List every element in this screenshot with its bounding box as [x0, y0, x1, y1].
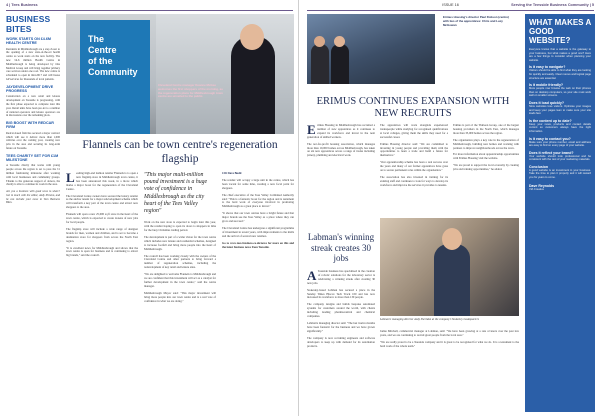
pull-quote-credit: Cllr Dave Budd: [222, 172, 242, 175]
person-figure: [331, 44, 349, 84]
box-section-heading: Is it mobile friendly?: [529, 83, 564, 88]
article-paragraph: The not-for-profit housing association, which manages more than 10,000 homes across Middlesbrough, has taken on six new apprentices across a range of trades including joinery, plumbing and electrical work.: [307, 141, 375, 158]
box-section-body: Make sure your phone number, email and address are easy to find on every page of your website.: [529, 140, 591, 148]
article-paragraph: Labman's managing director said: "The last twelve months have been fantastic for the business and we have grown significantly.": [307, 320, 375, 333]
article-paragraph: Leading high-end fashion retailer Flannels is to open a new flagship store in Middlesbrough town centre, it has been announced this week, in a move which marks a major boost for the regeneration of the Cleveland Centre.: [66, 172, 138, 191]
right-page: [301, 0, 600, 416]
sidebar-item-heading: WORK STARTS ON £4.6M HEALTH CENTRE: [6, 37, 52, 46]
box-author: Dave Reynolds: [529, 183, 555, 188]
box-section-heading: Does it reflect your brand?: [529, 150, 574, 155]
article-column-2: [144, 172, 216, 412]
article-paragraph: "We are delighted to welcome Flannels to Middlesbrough and we are confident that this investment will act as a catalyst for further development in the town centre," said the centre manager.: [144, 272, 216, 288]
article-paragraph: Jamie Mitchell, commercial manager at Labman, said: "We have been growing at a rate of knots over the past few years, and we are continuing to recruit great people from the local area.": [380, 330, 519, 337]
article-paragraph: The retailer will occupy a large unit in the centre, which has been vacant for some time, creating a new focal point for shoppers.: [222, 177, 294, 190]
box-author-company: VIA Creative: [529, 187, 544, 191]
person-figure: [311, 44, 329, 84]
article-paragraph: Stokesley-based Labman has secured a place in the Sunday Times Hiscox Tech Track 100 and has now increased its workforce to more than 130 people.: [307, 287, 375, 300]
box-intro: Everyone knows that a website is the gateway to your business, but what makes a good one? Here are a few things to consider when planning your website.: [529, 48, 591, 62]
person-face: [334, 36, 345, 47]
box-section-body: Slow websites lose visitors. Optimise your images and keep your pages lean to make sure your site loads fast.: [529, 104, 591, 116]
labman-column-1: [307, 270, 375, 412]
article-paragraph: The association has also invested in training for its existing staff and continues to look for ways to develop its workforce and improve the services it provides to tenants.: [380, 174, 448, 187]
article-paragraph: The development is part of a wider vision for the town centre which includes new leisure and residential schemes, designed to increase footfall and bring more people into the heart of Middlesbrough.: [144, 234, 216, 251]
centre-photo: [66, 14, 294, 134]
box-section-heading: Conclusion: [529, 164, 549, 169]
centre-sign: [80, 20, 150, 134]
pull-quote: "This major multi-million pound investment is a huge vote of confidence in Middlesbrough as the city heart of the Tees Valley region": [144, 172, 208, 215]
article-paragraph: Erimus Housing in Middlesbrough has recruited a number of new apprentices as it continues to expand its workforce and invest in the next generation of skilled workers.: [307, 124, 375, 139]
box-section-body: Visitors should be able to find what they are looking for quickly and easily. Clear menus and logical page structure are essential.: [529, 69, 591, 80]
article-paragraph: ATeesside business has specialised in the creation of robotic solutions for the laboratory sector is celebrating a winning streak after creating 30 new jobs.: [307, 270, 375, 285]
sidebar-item-body: A Teesside charity that works with young people across the region is set to pass the £1 million fundraising milestone after working with local businesses and community groups. Thanks to the generous support of donors, the charity is able to continue its work in the area.: [6, 164, 60, 187]
labman-photo: [380, 218, 519, 316]
erimus-photo: [307, 14, 435, 84]
business-bites-sidebar: [6, 14, 60, 412]
sidebar-item-body: Residents in Middlesbrough are a step closer to the opening of a new state-of-the-art health centre as work starts on the new facility. The new £4.6 million Health Centre in Middlesbrough is being developed by One Medical Group and will bring together primary care services under one roof. The new centre is scheduled to open in mid-2017 and will house GP services for thousands of local patients.: [6, 47, 60, 81]
article-paragraph: Work on the new store is expected to begin later this year, with the retailer hoping to open its doors to shoppers in time for the busy Christmas trading period.: [144, 220, 216, 233]
box-section-heading: Does it load quickly?: [529, 100, 565, 105]
header-rule: [307, 10, 594, 11]
erimus-headline: ERIMUS CONTINUES EXPANSION WITH NEW RECRUITS: [316, 96, 510, 119]
erimus-column-3: [453, 124, 519, 212]
sidebar-title: BUSINESS BITES: [6, 14, 51, 34]
header-rule: [6, 10, 293, 11]
article-paragraph: The Cleveland Centre has undergone a significant programme of investment in recent years, with improvements to the malls and the arrival of several new retailers.: [222, 225, 294, 238]
sidebar-item-body: Construction on a new retail and leisure development on Teesside is progressing, with the first phase expected to complete later this year. Retail units have been pre-let to a number of national operators and leisure operators are in discussions over the remaining plots.: [6, 95, 60, 118]
article-paragraph: The organisation plays a key role in the regeneration of Middlesbrough, building new homes and working with partners to improve neighbourhoods across the town.: [453, 137, 519, 150]
sidebar-item-heading: TEES CHARITY SET FOR £1M MILESTONE: [6, 153, 59, 163]
left-page: [0, 0, 299, 416]
sign-line: The: [88, 34, 105, 44]
sign-line: of the: [88, 56, 113, 66]
box-section-body: Your website should look professional and be consistent with the rest of your marketing materials.: [529, 154, 591, 162]
article-headline: Flannels can be town centre's regeneration flagship: [82, 139, 278, 165]
box-section-heading: Is it easy to navigate?: [529, 65, 566, 70]
article-paragraph: Erimus is part of the Thirteen Group, one of the largest housing providers in the North East, which manages more than 33,000 homes across the region.: [453, 124, 519, 135]
sign-line: Centre: [88, 45, 117, 55]
article-paragraph: "We are proud to support the local economy by creating jobs and training opportunities," he added.: [453, 163, 519, 172]
article-paragraph: The chief executive of the Tees Valley Combined Authority said: "This is a fantastic boost for the region and is testament to the hard work of everyone involved in promoting Middlesbrough as a great place to invest.": [222, 192, 294, 209]
article-paragraph: "It shows that our town centres have a bright future and that major brands see the Tees Valley as a place where they can grow and succeed.": [222, 211, 294, 224]
photo-caption: Cleveland Centre manager Deanne McGee welcomes the first shoppers of the morning, as the regeneration plans for Middlesbrough town centre are unveiled to the public.: [158, 83, 223, 99]
article-paragraph: "Our apprenticeship scheme has been a real success over the years and many of our former apprentices have gone on to secure permanent roles within the organisation.": [380, 160, 448, 173]
article-paragraph: For more information about apprenticeship opportunities with Erimus Housing visit the website.: [453, 152, 519, 161]
labman-headline: Labman's winning streak creates 30 jobs: [307, 232, 375, 263]
person-figure: [231, 36, 275, 134]
article-paragraph: The Cleveland Centre owners have secured the luxury retailer as the anchor tenant for a major redevelopment scheme which will transform a key part of the town centre and attract new shoppers to the area.: [66, 193, 138, 210]
sign-line: Community: [88, 67, 138, 77]
article-paragraph: "It is excellent news for Middlesbrough and shows that the town centre is open for business and is continuing to attract big brands," said the council.: [66, 245, 138, 258]
box-title: WHAT MAKES A GOOD WEBSITE?: [529, 18, 591, 45]
article-column-1: [66, 172, 138, 412]
article-paragraph: The company is now recruiting engineers and software developers to keep up with demand for its automation products.: [307, 335, 375, 348]
article-paragraph: Flannels will open a new 25,000 sq ft store in the heart of the town centre, which is expected to create dozens of new jobs for local people.: [66, 212, 138, 224]
person-face: [314, 36, 325, 47]
labman-photo-caption: Labman's managing director Andy Sheridan at the company's Stokesley headquarters: [380, 317, 479, 321]
article-paragraph: Go to www.tees-business.co.uk/news for more on this and the latest business news from Teesside.: [222, 240, 294, 249]
erimus-column-2: [380, 124, 448, 212]
sidebar-item-heading: BIG BOOST WITH REDCAR FIRM: [6, 121, 54, 130]
article-paragraph: The apprentices will work alongside experienced tradespeople while studying for recognised qualifications at local colleges, giving them the skills they need for a successful career.: [380, 124, 448, 139]
sidebar-item-body: Redcar-based firm has secured a major contract which will see it deliver more than 1,000 vehicles over the coming year, creating new jobs in the area and securing its long-term future on Teesside.: [6, 131, 60, 150]
box-section-body: Keep your news, products and contact details current so customers always have the right information.: [529, 122, 591, 133]
erimus-photo-caption: Erimus Housing's director Paul Dobson (centre) with two of the apprentices: Chris and Lucy McGowan: [443, 15, 509, 27]
person-figure: [434, 244, 470, 316]
person-face: [240, 24, 264, 50]
box-section-body: More people now browse the web on their phones than on desktop computers, so your site must work well on smaller screens.: [529, 87, 591, 98]
page-label-left: 4 | Tees Business: [6, 3, 38, 7]
article-paragraph: Middlesbrough Mayor said: "This major investment will bring more people into our town centre and is a real vote of confidence in what we are doing.": [144, 290, 216, 303]
erimus-column-1: [307, 124, 375, 190]
article-column-3: [222, 172, 294, 412]
article-paragraph: The flagship store will include a wide range of designer brands for men, women and children, and is set to become a destination store for shoppers from across the North East region.: [66, 226, 138, 243]
box-section-heading: Is it easy to contact you?: [529, 136, 571, 141]
person-face: [442, 228, 462, 250]
page-label-right: Serving the Teesside Business Community | 5: [511, 3, 594, 7]
article-paragraph: The company designs and builds bespoke automated systems for customers around the world, with clients including leading pharmaceutical and chemical companies.: [307, 302, 375, 319]
sidebar-item-heading: JAYDEVELOPMENT DRIVE PROGRESS: [6, 84, 54, 94]
article-paragraph: Erimus Housing director said: "We are committed to investing in young people and providing them with the opportunities to learn a trade and build a future for themselves.": [380, 141, 448, 158]
issue-label: ISSUE 16: [442, 3, 459, 7]
labman-column-2: [380, 330, 519, 412]
article-paragraph: The council has been working closely with the owners of the Cleveland Centre and other partners to bring forward a number of regeneration schemes, including the redevelopment of key retail and leisure sites.: [144, 253, 216, 270]
website-tips-box: [525, 14, 595, 412]
box-section-heading: Is the content up to date?: [529, 118, 572, 123]
box-section-body: A good website is an investment in your business. Take the time to plan it properly and it will reward you for years to come.: [529, 168, 591, 180]
article-paragraph: "We are really proud to be a Teesside company and it is great to be recognised for what we do. It is a testament to the hard work of the whole team.": [380, 339, 519, 348]
sidebar-footnote: Are you a business with good news to share? Get in touch with the editor, Andy Preston, and he can include your news in Tees Business Bites.: [6, 190, 60, 205]
